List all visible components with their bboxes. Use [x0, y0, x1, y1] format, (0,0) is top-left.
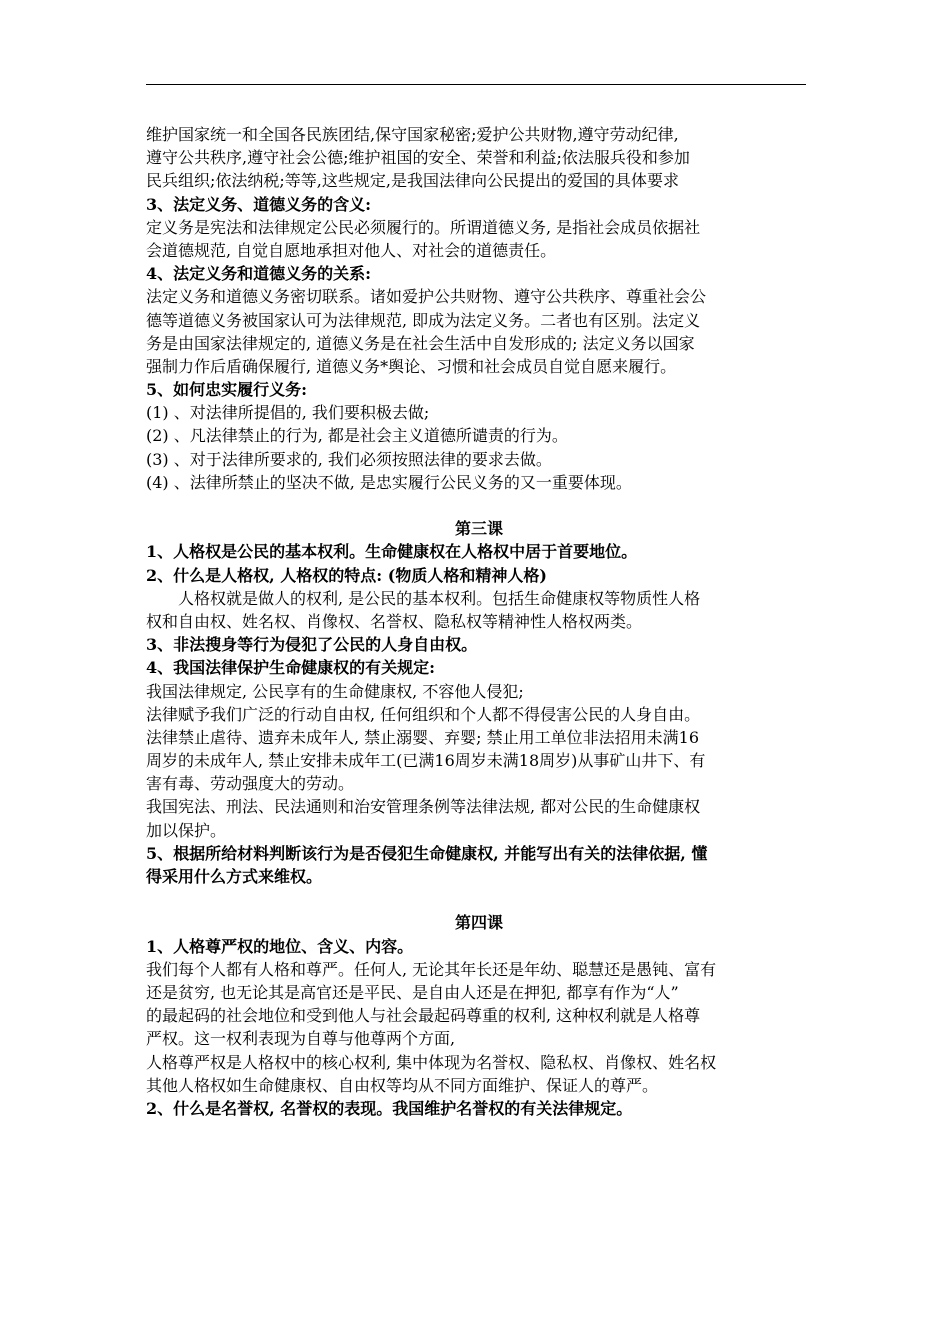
text-line: 法律禁止虐待、遗弃未成年人, 禁止溺婴、弃婴; 禁止用工单位非法招用未满16 — [146, 727, 700, 747]
section-heading: 2、什么是人格权, 人格权的特点: (物质人格和精神人格) — [146, 565, 547, 585]
text-line: 我们每个人都有人格和尊严。任何人, 无论其年长还是年幼、聪慧还是愚钝、富有 — [146, 959, 717, 979]
text-line: 德等道德义务被国家认可为法律规范, 即成为法定义务。二者也有区别。法定义 — [146, 310, 701, 330]
section-heading: 1、人格尊严权的地位、含义、内容。 — [146, 936, 414, 956]
text-line: 我国法律规定, 公民享有的生命健康权, 不容他人侵犯; — [146, 681, 524, 701]
text-line: 周岁的未成年人, 禁止安排未成年工(已满16周岁未满18周岁)从事矿山井下、有 — [146, 751, 706, 771]
section-heading: 1、人格权是公民的基本权利。生命健康权在人格权中居于首要地位。 — [146, 542, 638, 562]
section-heading: 2、什么是名誉权, 名誉权的表现。我国维护名誉权的有关法律规定。 — [146, 1098, 633, 1118]
section-heading: 4、法定义务和道德义务的关系: — [146, 264, 372, 284]
text-line: (4) 、法律所禁止的坚决不做, 是忠实履行公民义务的又一重要体现。 — [146, 472, 632, 492]
document-body — [146, 123, 812, 1120]
section-heading: 得采用什么方式来维权。 — [146, 867, 323, 886]
section-heading: 3、法定义务、道德义务的含义: — [146, 194, 372, 214]
lesson-heading: 第三课 — [454, 519, 503, 539]
blank-line — [146, 888, 812, 911]
text-line: 维护国家统一和全国各民族团结,保守国家秘密;爱护公共财物,遵守劳动纪律, — [146, 125, 679, 144]
text-line: 强制力作后盾确保履行, 道德义务*舆论、习惯和社会成员自觉自愿来履行。 — [146, 356, 677, 376]
text-line: 加以保护。 — [146, 820, 227, 840]
header-rule — [146, 84, 806, 85]
blank-line — [146, 494, 812, 517]
section-heading: 5、根据所给材料判断该行为是否侵犯生命健康权, 并能写出有关的法律依据, 懂 — [146, 843, 708, 863]
section-heading: 4、我国法律保护生命健康权的有关规定: — [146, 658, 436, 678]
text-line: 人格权就是做人的权利, 是公民的基本权利。包括生命健康权等物质性人格 — [178, 588, 701, 608]
section-heading: 3、非法搜身等行为侵犯了公民的人身自由权。 — [146, 635, 478, 655]
text-line: 我国宪法、刑法、民法通则和治安管理条例等法律法规, 都对公民的生命健康权 — [146, 797, 701, 817]
text-line: 民兵组织;依法纳税;等等,这些规定,是我国法律向公民提出的爱国的具体要求 — [146, 171, 679, 191]
text-line: 法律赋予我们广泛的行动自由权, 任何组织和个人都不得侵害公民的人身自由。 — [146, 704, 701, 724]
section-heading: 5、如何忠实履行义务: — [146, 380, 308, 400]
text-line: 的最起码的社会地位和受到他人与社会最起码尊重的权利, 这种权利就是人格尊 — [146, 1006, 701, 1026]
text-line: 务是由国家法律规定的, 道德义务是在社会生活中自发形成的; 法定义务以国家 — [146, 333, 695, 353]
text-line: 还是贫穷, 也无论其是高官还是平民、是自由人还是在押犯, 都享有作为“人” — [146, 982, 679, 1002]
lesson-heading: 第四课 — [454, 913, 503, 933]
text-line: (3) 、对于法律所要求的, 我们必须按照法律的要求去做。 — [146, 449, 552, 469]
text-line: 人格尊严权是人格权中的核心权利, 集中体现为名誉权、隐私权、肖像权、姓名权 — [146, 1052, 717, 1072]
text-line: 严权。这一权利表现为自尊与他尊两个方面, — [146, 1029, 456, 1049]
text-line: 定义务是宪法和法律规定公民必须履行的。所谓道德义务, 是指社会成员依据社 — [146, 217, 701, 237]
text-line: (1) 、对法律所提倡的, 我们要积极去做; — [146, 403, 430, 423]
text-line: 其他人格权如生命健康权、自由权等均从不同方面维护、保证人的尊严。 — [146, 1075, 659, 1095]
text-line: 遵守公共秩序,遵守社会公德;维护祖国的安全、荣誉和利益;依法服兵役和参加 — [146, 148, 690, 168]
text-line: 法定义务和道德义务密切联系。诸如爱护公共财物、遵守公共秩序、尊重社会公 — [146, 287, 707, 307]
text-line: (2) 、凡法律禁止的行为, 都是社会主义道德所谴责的行为。 — [146, 426, 568, 446]
text-line: 会道德规范, 自觉自愿地承担对他人、对社会的道德责任。 — [146, 240, 557, 260]
text-line: 权和自由权、姓名权、肖像权、名誉权、隐私权等精神性人格权两类。 — [146, 611, 643, 631]
text-line: 害有毒、劳动强度大的劳动。 — [146, 774, 355, 794]
